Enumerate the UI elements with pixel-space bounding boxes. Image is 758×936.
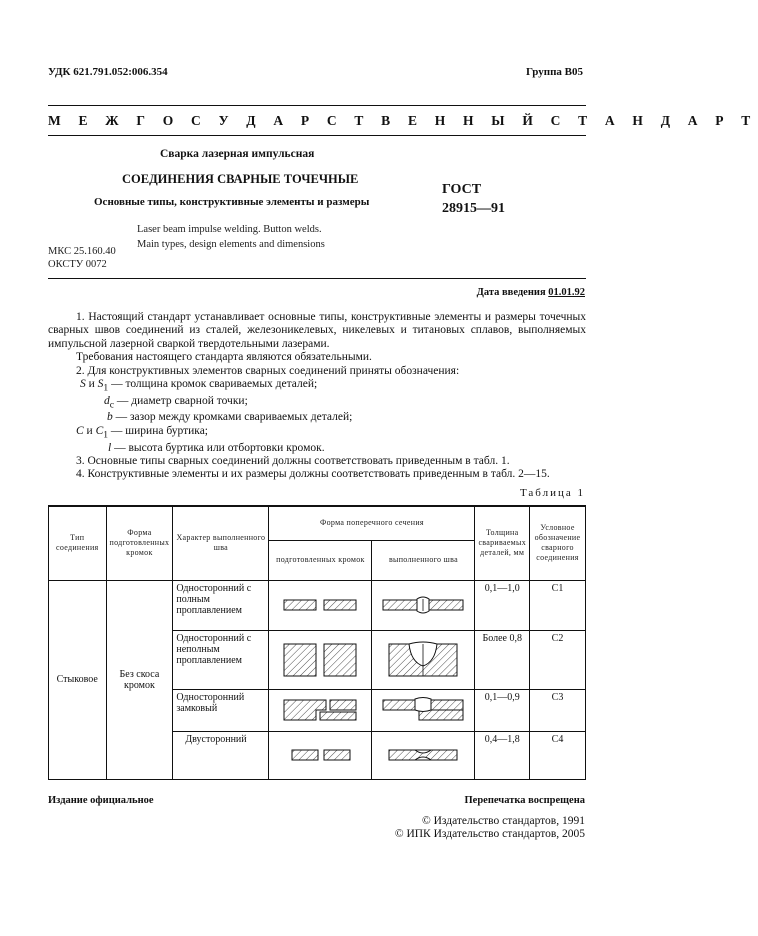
paragraph-3: 3. Основные типы сварных соединений должны соответствовать приведенным в табл. 1. [76, 454, 510, 467]
weld-drawing-c3 [375, 696, 471, 724]
prepared-edges-drawing-c1 [272, 594, 368, 616]
gost-number: 28915—91 [442, 201, 505, 216]
okstu-code: ОКСТУ 0072 [48, 259, 107, 270]
cell-done-drawing [372, 630, 475, 689]
prepared-edges-drawing-c3 [272, 696, 368, 724]
definition-dc: $d_c$ — диаметр сварной точки; [104, 394, 248, 411]
gost-block [442, 180, 505, 218]
definition-c: C и $C_1$ — ширина буртика; [76, 424, 208, 441]
reprint-notice: Перепечатка воспрещена [464, 795, 585, 806]
title-description: Основные типы, конструктивные элементы и размеры [94, 196, 370, 208]
standard-banner: М Е Ж Г О С У Д А Р С Т В Е Н Н Ы Й С Т А Н Д А Р Т [48, 113, 758, 128]
cell-designation: С3 [530, 689, 586, 731]
header-rule-top [48, 105, 586, 106]
body-text [48, 311, 586, 482]
cell-prepared-drawing [269, 580, 372, 630]
header-thickness: Толщина свариваемых деталей, мм [475, 506, 530, 580]
cell-done-drawing [372, 689, 475, 731]
paragraph-4: 4. Конструктивные элементы и их размеры должны соответствовать приведенным в табл. 2—15. [76, 468, 550, 481]
prepared-edges-drawing-c4 [272, 744, 368, 766]
cell-thickness: 0,1—0,9 [475, 689, 530, 731]
mks-code: МКС 25.160.40 [48, 246, 116, 257]
gost-label: ГОСТ [442, 182, 482, 197]
cell-thickness: 0,4—1,8 [475, 731, 530, 779]
header-type: Тип соединения [49, 506, 107, 580]
cell-designation: С4 [530, 731, 586, 779]
paragraph-1b: Требования настоящего стандарта являются обязательными. [76, 351, 372, 364]
english-title-line2: Main types, design elements and dimensions [137, 239, 325, 250]
header-prepared: подготовленных кромок [269, 540, 372, 580]
header-section-form: Форма поперечного сечения [269, 506, 475, 540]
title-subtitle: Сварка лазерная импульсная [160, 148, 315, 160]
weld-drawing-c2 [375, 640, 471, 680]
header-edge-form: Форма подготовленных кромок [106, 506, 173, 580]
cell-type: Стыковое [49, 580, 107, 779]
effective-date [477, 287, 585, 298]
paragraph-2: 2. Для конструктивных элементов сварных соединений приняты обозначения: [76, 364, 460, 377]
cell-character: Односторонний с неполным проплавлением [173, 630, 269, 689]
cell-character: Односторонний с полным проплавлением [173, 580, 269, 630]
header-designation: Условное обозначение сварного соединения [530, 506, 586, 580]
copyright-line2: © ИПК Издательство стандартов, 2005 [394, 828, 585, 841]
prepared-edges-drawing-c2 [272, 640, 368, 680]
definition-l: l — высота буртика или отбортовки кромок. [108, 441, 325, 454]
classification-codes [48, 245, 116, 271]
udk-code: УДК 621.791.052:006.354 [48, 66, 168, 78]
cell-prepared-drawing [269, 731, 372, 779]
cell-prepared-drawing [269, 630, 372, 689]
header-done: выполненного шва [372, 540, 475, 580]
cell-thickness: 0,1—1,0 [475, 580, 530, 630]
table-row [49, 580, 586, 630]
header-rule-bottom [48, 135, 586, 136]
paragraph-1: 1. Настоящий стандарт устанавливает основные типы, конструктивные элементы и размеры точечных сварных швов соединений из сталей, железоникелевых, никелевых и титановых сплавов, выполняемых импульсной лазерной сваркой твердотельными лазерами. [48, 311, 586, 350]
official-edition: Издание официальное [48, 795, 154, 806]
weld-types-table [48, 505, 586, 780]
header-character: Характер выполненного шва [173, 506, 269, 580]
cell-done-drawing [372, 731, 475, 779]
definition-s: S и $S_1$ — толщина кромок свариваемых деталей; [80, 378, 318, 394]
effective-date-value: 01.01.92 [548, 287, 585, 298]
cell-edge-form: Без скоса кромок [106, 580, 173, 779]
definition-b: b — зазор между кромками свариваемых деталей; [107, 411, 353, 424]
title-rule [48, 278, 586, 279]
cell-character: Односторонний замковый [173, 689, 269, 731]
effective-date-label: Дата введения [476, 287, 546, 298]
cell-designation: С1 [530, 580, 586, 630]
cell-designation: С2 [530, 630, 586, 689]
title-main: СОЕДИНЕНИЯ СВАРНЫЕ ТОЧЕЧНЫЕ [122, 172, 359, 186]
copyright-block [395, 815, 585, 842]
english-title [137, 222, 325, 252]
copyright-line1: © Издательство стандартов, 1991 [421, 815, 585, 827]
cell-character: Двусторонний [173, 731, 269, 779]
table-caption: Таблица 1 [519, 487, 585, 499]
english-title-line1: Laser beam impulse welding. Button welds. [137, 224, 322, 235]
weld-drawing-c4 [375, 744, 471, 766]
cell-thickness: Более 0,8 [475, 630, 530, 689]
weld-drawing-c1 [375, 594, 471, 616]
cell-prepared-drawing [269, 689, 372, 731]
cell-done-drawing [372, 580, 475, 630]
group-code: Группа В05 [525, 66, 583, 78]
